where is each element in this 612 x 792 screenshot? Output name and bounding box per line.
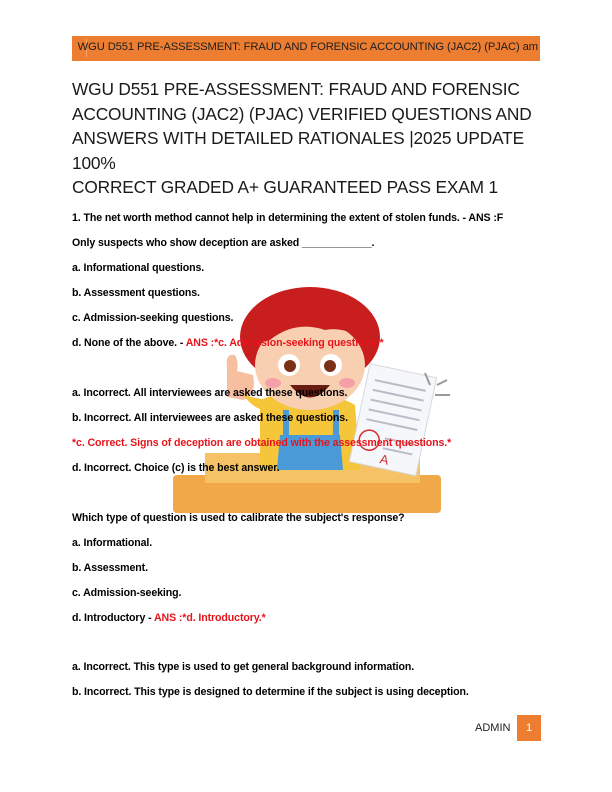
footer-author: ADMIN — [475, 722, 511, 734]
running-header — [72, 36, 540, 61]
option-text: d. None of the above. - — [72, 337, 186, 349]
question-1: 1. The net worth method cannot help in determining the extent of stolen funds. - ANS :F — [72, 212, 504, 224]
question-3-rationale-a: a. Incorrect. This type is used to get general background information. — [72, 661, 415, 673]
question-3-text: Which type of question is used to calibrate the subject's response? — [72, 512, 405, 524]
question-2-rationale-a: a. Incorrect. All interviewees are asked these questions. — [72, 387, 348, 399]
graded-test-paper — [349, 364, 436, 476]
pupil-right — [324, 360, 336, 372]
question-2-text: Only suspects who show deception are asked ____________. — [72, 237, 375, 249]
question-2-option-c: c. Admission-seeking questions. — [72, 312, 234, 324]
title-line: ACCOUNTING (JAC2) (PJAC) VERIFIED QUESTIONS AND — [72, 103, 532, 124]
answer-key: ANS :*c. Admission-seeking questions.* — [185, 337, 384, 349]
document-title — [72, 77, 542, 200]
option-text: d. Introductory - — [72, 612, 154, 624]
question-2-rationale-d: d. Incorrect. Choice (c) is the best answer. — [72, 462, 280, 474]
question-2-rationale-c: *c. Correct. Signs of deception are obtained with the assessment questions.* — [72, 437, 452, 449]
question-3-option-b: b. Assessment. — [72, 562, 148, 574]
question-2-option-b: b. Assessment questions. — [72, 287, 200, 299]
question-2-option-a: a. Informational questions. — [72, 262, 205, 274]
question-2-rationale-b: b. Incorrect. All interviewees are asked these questions. — [72, 412, 348, 424]
question-2-option-d — [72, 337, 383, 349]
question-3-option-a: a. Informational. — [72, 537, 153, 549]
question-3-option-d — [72, 612, 266, 624]
grade-mark: A — [378, 451, 391, 468]
question-3-option-c: c. Admission-seeking. — [72, 587, 182, 599]
question-3-rationale-b: b. Incorrect. This type is designed to determine if the subject is using deception. — [72, 686, 469, 698]
running-header-title: WGU D551 PRE-ASSESSMENT: FRAUD AND FORENSIC ACCOUNTING (JAC2) (PJAC) am — [77, 41, 538, 53]
title-line: CORRECT GRADED A+ GUARANTEED PASS EXAM 1 — [72, 177, 498, 198]
title-line: ANSWERS WITH DETAILED RATIONALES |2025 UPDATE 100% — [72, 128, 524, 173]
page-number: 1 — [517, 715, 541, 741]
title-line: WGU D551 PRE-ASSESSMENT: FRAUD AND FORENSIC — [72, 79, 520, 99]
pupil-left — [284, 360, 296, 372]
answer-key: ANS :*d. Introductory.* — [153, 612, 266, 624]
